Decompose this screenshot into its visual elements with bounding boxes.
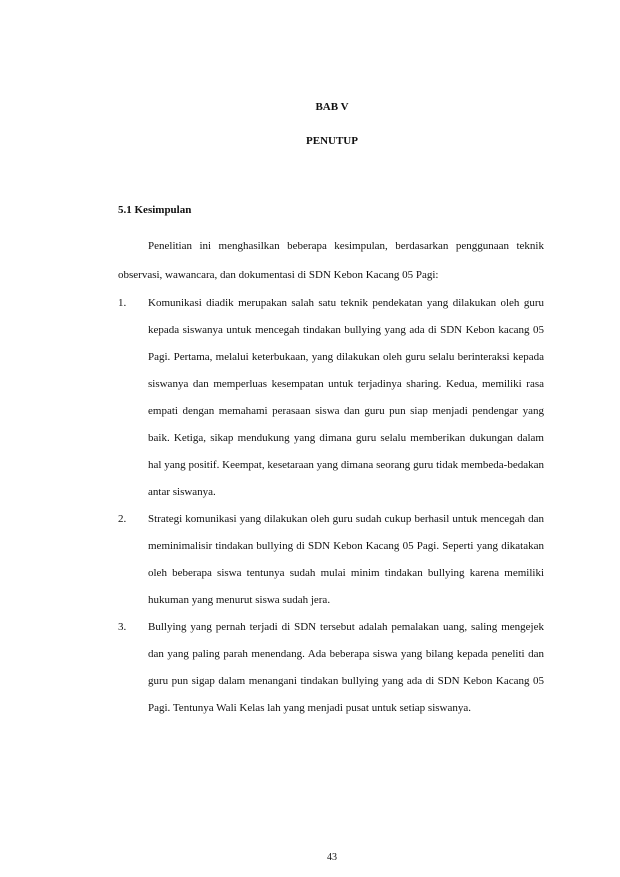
conclusion-list [118,290,544,722]
section-heading: 5.1 Kesimpulan [118,204,192,216]
chapter-heading [0,100,620,148]
list-item-number: 2. [118,513,127,525]
intro-paragraph: Penelitian ini menghasilkan beberapa kesimpulan, berdasarkan penggunaan teknik observasi, wawancara, dan dokumentasi di SDN Kebon Kacang 05 Pagi: [118,240,544,281]
list-item-text: Strategi komunikasi yang dilakukan oleh guru sudah cukup berhasil untuk mencegah dan meminimalisir tindakan bullying di SDN Kebon Kacang 05 Pagi. Seperti yang dikatakan oleh beberapa siswa tentunya sudah mulai minim tindakan bullying karena memiliki hukuman yang menurut siswa sudah jera. [148,513,544,606]
list-item [118,290,544,506]
list-item-number: 3. [118,621,127,633]
list-item-text: Komunikasi diadik merupakan salah satu teknik pendekatan yang dilakukan oleh guru kepada siswanya untuk mencegah tindakan bullying yang ada di SDN Kebon kacang 05 Pagi. Pertama, melalui keterbukaan, yang dilakukan oleh guru selalu berinteraksi kepada siswanya dan memperluas kesempatan untuk terjadinya sharing. Kedua, memiliki rasa empati dengan memahami perasaan siswa dan guru pun siap menjadi pendengar yang baik. Ketiga, sikap mendukung yang dimana guru selalu memberikan dukungan dalam hal yang positif. Keempat, kesetaraan yang dimana seorang guru tidak membeda-bedakan antar siswanya. [148,297,544,498]
list-item-text: Bullying yang pernah terjadi di SDN tersebut adalah pemalakan uang, saling mengejek dan yang paling parah menendang. Ada beberapa siswa yang bilang kepada peneliti dan guru pun sigap dalam menangani tindakan bullying yang ada di SDN Kebon Kacang 05 Pagi. Tentunya Wali Kelas lah yang menjadi pusat untuk setiap siswanya. [148,621,544,714]
chapter-label: BAB V [315,101,349,113]
list-item [118,506,544,614]
page-number: 43 [327,852,337,863]
chapter-title: PENUTUP [306,135,358,147]
list-item [118,614,544,722]
list-item-number: 1. [118,297,127,309]
